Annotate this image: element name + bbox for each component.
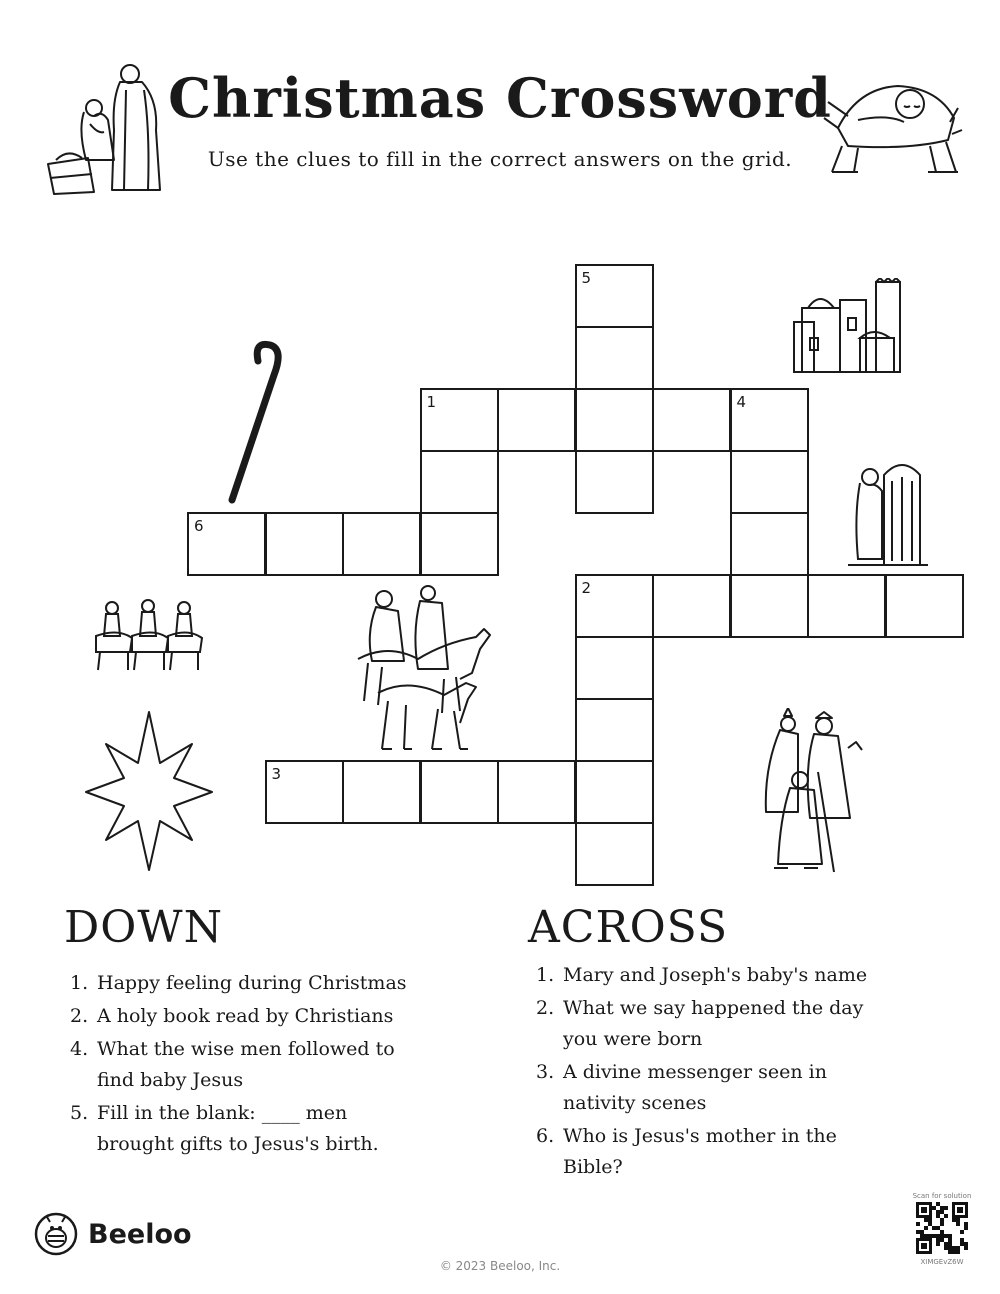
crossword-cell[interactable] — [575, 264, 654, 328]
crossword-cell[interactable] — [652, 388, 731, 452]
crossword-cell[interactable] — [652, 574, 731, 638]
page-title: Christmas Crossword — [168, 66, 832, 130]
clue-text: What we say happened the day you were born — [563, 997, 864, 1050]
star-illustration — [82, 708, 216, 874]
clue-number: 1. — [536, 964, 555, 986]
clue-number: 1. — [70, 972, 89, 994]
crossword-cell[interactable] — [420, 760, 499, 824]
wise-men-camels-large-illustration — [348, 583, 494, 755]
clue-number: 2. — [70, 1005, 89, 1027]
across-clue — [536, 1121, 896, 1183]
crossword-cell[interactable] — [265, 512, 344, 576]
beeloo-logo-icon — [34, 1212, 78, 1256]
across-clue — [536, 1057, 896, 1119]
crossword-cell[interactable] — [575, 698, 654, 762]
crossword-cell[interactable] — [265, 760, 344, 824]
clue-number: 2 — [581, 579, 592, 597]
crossword-cell[interactable] — [575, 636, 654, 700]
crossword-cell[interactable] — [420, 512, 499, 576]
clue-text: Fill in the blank: ____ men brought gifts to Jesus's birth. — [97, 1102, 379, 1155]
clue-number: 6 — [194, 517, 204, 535]
crossword-cell[interactable] — [730, 574, 809, 638]
qr-caption-top: Scan for solution — [912, 1192, 972, 1200]
bethlehem-town-illustration — [790, 278, 908, 378]
clue-number: 4. — [70, 1038, 89, 1060]
page-subtitle: Use the clues to fill in the correct answers on the grid. — [207, 147, 793, 171]
across-heading: ACROSS — [528, 902, 729, 953]
clue-number: 4 — [736, 393, 747, 411]
down-clue — [70, 1034, 430, 1096]
crossword-cell[interactable] — [342, 760, 421, 824]
qr-code-image[interactable] — [916, 1202, 968, 1254]
clue-number: 5 — [581, 269, 592, 287]
baby-in-manger-illustration — [818, 68, 968, 180]
clue-number: 1 — [426, 393, 437, 411]
qr-code-label: XIMGEvZ6W — [920, 1258, 964, 1266]
crossword-cell[interactable] — [575, 574, 654, 638]
crossword-cell[interactable] — [497, 760, 576, 824]
clue-text: Who is Jesus's mother in the Bible? — [563, 1125, 837, 1178]
down-heading: DOWN — [64, 902, 224, 953]
clue-number: 2. — [536, 997, 555, 1019]
crossword-cell[interactable] — [420, 388, 499, 452]
brand — [34, 1212, 192, 1256]
clue-text: A divine messenger seen in nativity scenes — [563, 1061, 827, 1114]
down-clue — [70, 968, 430, 999]
clue-text: Mary and Joseph's baby's name — [563, 964, 868, 986]
crossword-cell[interactable] — [730, 512, 809, 576]
innkeeper-door-illustration — [842, 455, 932, 570]
wise-men-camels-small-illustration — [88, 596, 206, 676]
across-clue-list — [536, 960, 896, 1185]
clue-number: 3. — [536, 1061, 555, 1083]
crossword-cell[interactable] — [420, 450, 499, 514]
crossword-cell[interactable] — [807, 574, 886, 638]
crossword-cell[interactable] — [575, 760, 654, 824]
crossword-cell[interactable] — [342, 512, 421, 576]
clue-text: Happy feeling during Christmas — [97, 972, 407, 994]
crossword-cell[interactable] — [885, 574, 964, 638]
down-clue-list — [70, 968, 430, 1162]
brand-name: Beeloo — [88, 1218, 192, 1250]
crossword-cell[interactable] — [575, 450, 654, 514]
crossword-cell[interactable] — [575, 388, 654, 452]
nativity-family-illustration — [42, 60, 172, 200]
clue-number: 6. — [536, 1125, 555, 1147]
shepherd-crook-illustration — [222, 335, 312, 507]
clue-number: 3 — [271, 765, 282, 783]
down-clue — [70, 1098, 430, 1160]
crossword-cell[interactable] — [497, 388, 576, 452]
across-clue — [536, 993, 896, 1055]
crossword-cell[interactable] — [187, 512, 266, 576]
across-clue — [536, 960, 896, 991]
crossword-cell[interactable] — [575, 822, 654, 886]
copyright-footer: © 2023 Beeloo, Inc. — [439, 1259, 561, 1273]
crossword-cell[interactable] — [730, 450, 809, 514]
clue-number: 5. — [70, 1102, 89, 1124]
wise-men-standing-illustration — [758, 708, 870, 876]
down-clue — [70, 1001, 430, 1032]
clue-text: What the wise men followed to find baby Jesus — [97, 1038, 395, 1091]
crossword-cell[interactable] — [730, 388, 809, 452]
clue-text: A holy book read by Christians — [97, 1005, 394, 1027]
crossword-cell[interactable] — [575, 326, 654, 390]
